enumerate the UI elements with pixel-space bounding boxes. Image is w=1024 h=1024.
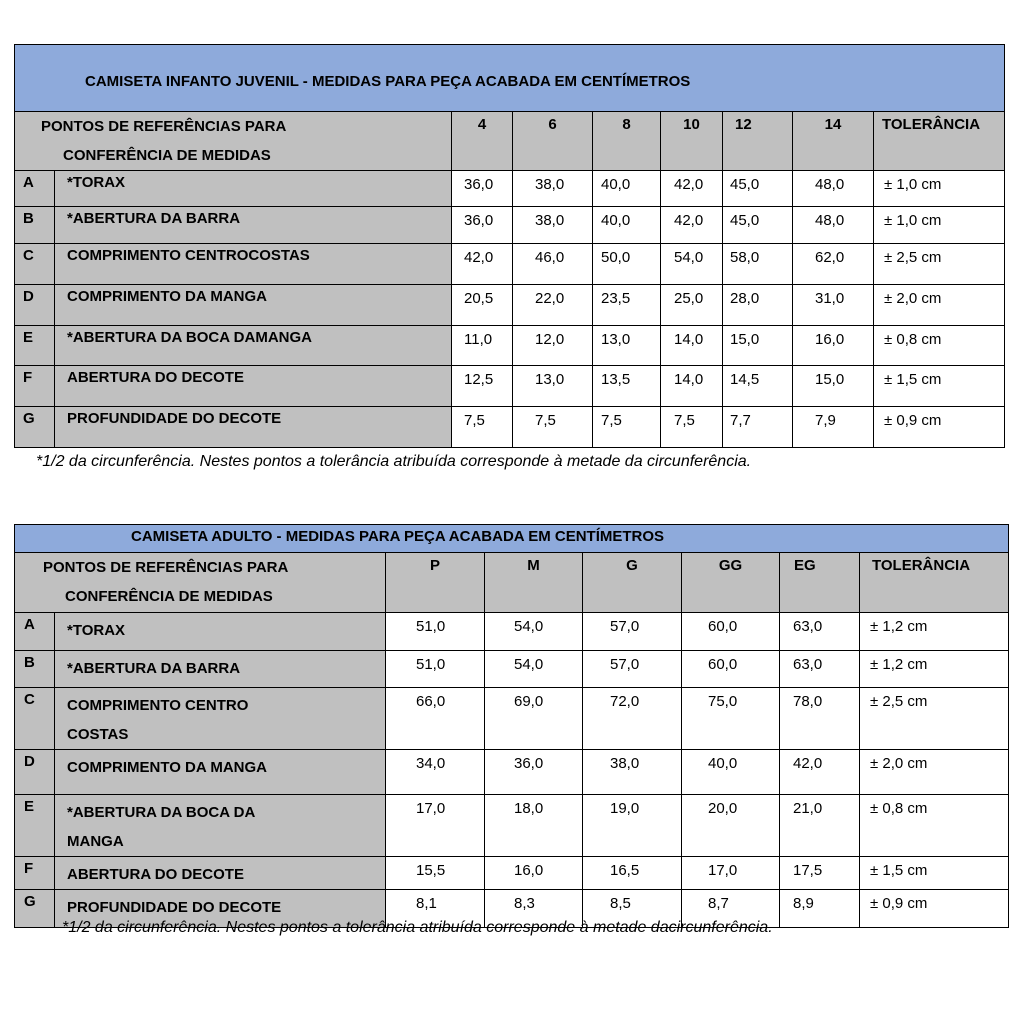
table-title: CAMISETA ADULTO - MEDIDAS PARA PEÇA ACABADA EM CENTÍMETROS <box>15 525 1009 553</box>
tolerance-cell: ± 2,5 cm <box>874 244 1005 285</box>
measure-cell: 21,0 <box>780 795 860 857</box>
measure-cell: 54,0 <box>661 244 723 285</box>
measure-cell: 7,5 <box>452 407 513 448</box>
measure-cell: 60,0 <box>682 613 780 651</box>
footnote: *1/2 da circunferência. Nestes pontos a tolerância atribuída corresponde à metade dacircunferência. <box>62 919 773 936</box>
measure-cell: 69,0 <box>485 688 583 750</box>
measure-cell: 51,0 <box>386 651 485 688</box>
measure-cell: 42,0 <box>780 750 860 795</box>
reference-point-line-1: ABERTURA DO DECOTE <box>67 866 244 883</box>
table-row <box>15 750 1009 795</box>
reference-point-line-1: *ABERTURA DA BOCA DA <box>67 804 256 821</box>
size-header: M <box>485 553 583 613</box>
table-row <box>15 285 1005 326</box>
table-row <box>15 326 1005 366</box>
size-header: P <box>386 553 485 613</box>
tolerance-cell: ± 2,5 cm <box>860 688 1009 750</box>
measure-cell: 13,0 <box>513 366 593 407</box>
row-code: F <box>15 857 55 890</box>
table-row <box>15 613 1009 651</box>
header-line-1: PONTOS DE REFERÊNCIAS PARA <box>41 118 287 135</box>
reference-point-line-2: MANGA <box>67 833 124 850</box>
measure-cell: 42,0 <box>452 244 513 285</box>
measure-cell: 63,0 <box>780 613 860 651</box>
table-title: CAMISETA INFANTO JUVENIL - MEDIDAS PARA PEÇA ACABADA EM CENTÍMETROS <box>15 45 1005 112</box>
tolerance-cell: ± 1,2 cm <box>860 613 1009 651</box>
measure-cell: 75,0 <box>682 688 780 750</box>
measure-cell: 14,5 <box>723 366 793 407</box>
measure-cell: 28,0 <box>723 285 793 326</box>
tolerance-header: TOLERÂNCIA <box>874 112 1005 171</box>
reference-points-header <box>15 112 452 171</box>
measure-cell: 46,0 <box>513 244 593 285</box>
measure-cell: 40,0 <box>682 750 780 795</box>
infant-size-table <box>14 44 1005 448</box>
measure-cell: 20,0 <box>682 795 780 857</box>
tolerance-cell: ± 1,0 cm <box>874 207 1005 244</box>
tolerance-cell: ± 2,0 cm <box>874 285 1005 326</box>
header-line-2: CONFERÊNCIA DE MEDIDAS <box>63 147 271 164</box>
tolerance-cell: ± 0,9 cm <box>874 407 1005 448</box>
measure-cell: 48,0 <box>793 171 874 207</box>
table-row <box>15 207 1005 244</box>
measure-cell: 63,0 <box>780 651 860 688</box>
reference-point: COMPRIMENTO CENTROCOSTAS <box>55 244 452 285</box>
measure-cell: 62,0 <box>793 244 874 285</box>
measure-cell: 36,0 <box>452 207 513 244</box>
row-code: E <box>15 795 55 857</box>
table-row <box>15 244 1005 285</box>
row-code: A <box>15 613 55 651</box>
size-header: EG <box>780 553 860 613</box>
measure-cell: 34,0 <box>386 750 485 795</box>
row-code: B <box>15 651 55 688</box>
measure-cell: 40,0 <box>593 207 661 244</box>
header-line-1: PONTOS DE REFERÊNCIAS PARA <box>43 559 289 576</box>
measure-cell: 72,0 <box>583 688 682 750</box>
measure-cell: 58,0 <box>723 244 793 285</box>
tolerance-header: TOLERÂNCIA <box>860 553 1009 613</box>
measure-cell: 20,5 <box>452 285 513 326</box>
reference-point-line-1: COMPRIMENTO DA MANGA <box>67 759 267 776</box>
row-code: C <box>15 688 55 750</box>
measure-cell: 17,0 <box>682 857 780 890</box>
measure-cell: 7,9 <box>793 407 874 448</box>
measure-cell: 60,0 <box>682 651 780 688</box>
tolerance-cell: ± 2,0 cm <box>860 750 1009 795</box>
tolerance-cell: ± 1,2 cm <box>860 651 1009 688</box>
reference-point: COMPRIMENTO DA MANGA <box>55 285 452 326</box>
measure-cell: 25,0 <box>661 285 723 326</box>
measure-cell: 54,0 <box>485 651 583 688</box>
measure-cell: 31,0 <box>793 285 874 326</box>
reference-point: *ABERTURA DA BARRA <box>55 207 452 244</box>
measure-cell: 22,0 <box>513 285 593 326</box>
table-row <box>15 795 1009 857</box>
measure-cell: 57,0 <box>583 613 682 651</box>
measure-cell: 45,0 <box>723 171 793 207</box>
reference-point <box>55 750 386 795</box>
size-header: 8 <box>593 112 661 171</box>
row-code: B <box>15 207 55 244</box>
reference-point: PROFUNDIDADE DO DECOTE <box>55 407 452 448</box>
reference-point-line-1: COMPRIMENTO CENTRO <box>67 697 249 714</box>
measure-cell: 16,5 <box>583 857 682 890</box>
row-code: F <box>15 366 55 407</box>
measure-cell: 40,0 <box>593 171 661 207</box>
header-line-2: CONFERÊNCIA DE MEDIDAS <box>65 588 273 605</box>
measure-cell: 78,0 <box>780 688 860 750</box>
tolerance-cell: ± 0,8 cm <box>860 795 1009 857</box>
measure-cell: 23,5 <box>593 285 661 326</box>
tolerance-cell: ± 0,8 cm <box>874 326 1005 366</box>
measure-cell: 8,9 <box>780 890 860 928</box>
size-header: 4 <box>452 112 513 171</box>
reference-point <box>55 651 386 688</box>
row-code: E <box>15 326 55 366</box>
table-row <box>15 366 1005 407</box>
tolerance-cell: ± 1,5 cm <box>860 857 1009 890</box>
reference-point <box>55 857 386 890</box>
table-row <box>15 651 1009 688</box>
tolerance-cell: ± 0,9 cm <box>860 890 1009 928</box>
measure-cell: 16,0 <box>793 326 874 366</box>
size-header: G <box>583 553 682 613</box>
reference-points-header <box>15 553 386 613</box>
measure-cell: 17,0 <box>386 795 485 857</box>
measure-cell: 42,0 <box>661 171 723 207</box>
measure-cell: 17,5 <box>780 857 860 890</box>
measure-cell: 48,0 <box>793 207 874 244</box>
reference-point <box>55 795 386 857</box>
measure-cell: 36,0 <box>452 171 513 207</box>
measure-cell: 7,5 <box>593 407 661 448</box>
table-row <box>15 688 1009 750</box>
reference-point: *TORAX <box>55 171 452 207</box>
measure-cell: 13,0 <box>593 326 661 366</box>
measure-cell: 15,0 <box>723 326 793 366</box>
measure-cell: 14,0 <box>661 326 723 366</box>
measure-cell: 15,0 <box>793 366 874 407</box>
size-header: GG <box>682 553 780 613</box>
measure-cell: 18,0 <box>485 795 583 857</box>
table-row <box>15 407 1005 448</box>
measure-cell: 11,0 <box>452 326 513 366</box>
measure-cell: 38,0 <box>513 207 593 244</box>
measure-cell: 12,5 <box>452 366 513 407</box>
adult-size-table <box>14 524 1009 928</box>
measure-cell: 51,0 <box>386 613 485 651</box>
measure-cell: 16,0 <box>485 857 583 890</box>
measure-cell: 8,5 <box>583 890 682 928</box>
measure-cell: 8,7 <box>682 890 780 928</box>
row-code: C <box>15 244 55 285</box>
measure-cell: 7,5 <box>661 407 723 448</box>
measure-cell: 54,0 <box>485 613 583 651</box>
reference-point-line-2: COSTAS <box>67 726 129 743</box>
size-header: 14 <box>793 112 874 171</box>
measure-cell: 7,7 <box>723 407 793 448</box>
reference-point-line-1: *ABERTURA DA BARRA <box>67 660 241 677</box>
size-header: 6 <box>513 112 593 171</box>
table-row <box>15 171 1005 207</box>
measure-cell: 66,0 <box>386 688 485 750</box>
row-code: D <box>15 750 55 795</box>
measure-cell: 14,0 <box>661 366 723 407</box>
row-code: G <box>15 407 55 448</box>
measure-cell: 13,5 <box>593 366 661 407</box>
row-code: D <box>15 285 55 326</box>
footnote: *1/2 da circunferência. Nestes pontos a tolerância atribuída corresponde à metade da circunferência. <box>36 453 752 470</box>
tolerance-cell: ± 1,0 cm <box>874 171 1005 207</box>
table-row <box>15 857 1009 890</box>
row-code: G <box>15 890 55 928</box>
measure-cell: 8,1 <box>386 890 485 928</box>
measure-cell: 15,5 <box>386 857 485 890</box>
measure-cell: 45,0 <box>723 207 793 244</box>
row-code: A <box>15 171 55 207</box>
measure-cell: 12,0 <box>513 326 593 366</box>
measure-cell: 50,0 <box>593 244 661 285</box>
size-header: 12 <box>723 112 793 171</box>
reference-point: ABERTURA DO DECOTE <box>55 366 452 407</box>
reference-point: *ABERTURA DA BOCA DAMANGA <box>55 326 452 366</box>
measure-cell: 7,5 <box>513 407 593 448</box>
reference-point-line-1: *TORAX <box>67 622 126 639</box>
reference-point <box>55 613 386 651</box>
reference-point-line-1: PROFUNDIDADE DO DECOTE <box>67 899 282 916</box>
measure-cell: 36,0 <box>485 750 583 795</box>
measure-cell: 42,0 <box>661 207 723 244</box>
measure-cell: 8,3 <box>485 890 583 928</box>
measure-cell: 38,0 <box>513 171 593 207</box>
measure-cell: 57,0 <box>583 651 682 688</box>
size-header: 10 <box>661 112 723 171</box>
measure-cell: 38,0 <box>583 750 682 795</box>
tolerance-cell: ± 1,5 cm <box>874 366 1005 407</box>
reference-point <box>55 688 386 750</box>
measure-cell: 19,0 <box>583 795 682 857</box>
